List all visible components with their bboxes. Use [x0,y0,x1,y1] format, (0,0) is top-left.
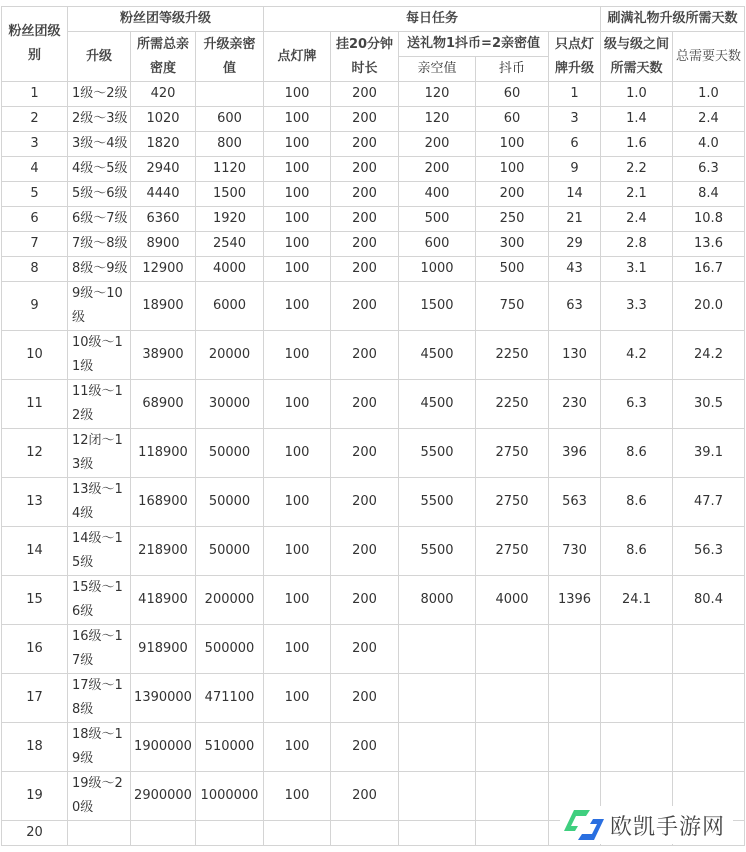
cell-total-intimacy [131,821,196,846]
cell-level: 1 [2,82,68,107]
cell-intimacy-value: 500 [399,207,476,232]
cell-only-light: 1 [549,82,601,107]
cell-total-intimacy: 118900 [131,429,196,478]
watermark-logo [560,806,733,844]
cell-total-days: 24.2 [673,331,745,380]
cell-upgrade: 8级～9级 [68,257,131,282]
cell-level: 15 [2,576,68,625]
cell-days-between: 3.3 [601,282,673,331]
cell-total-intimacy: 918900 [131,625,196,674]
cell-intimacy-value: 120 [399,107,476,132]
cell-light-badge: 100 [264,674,331,723]
cell-level: 7 [2,232,68,257]
cell-douyin-coin: 750 [476,282,549,331]
header-upgrade: 升级 [68,32,131,82]
cell-hang-20min: 200 [331,576,399,625]
cell-only-light [549,674,601,723]
header-intimacy-value: 亲空值 [399,57,476,82]
cell-light-badge: 100 [264,257,331,282]
cell-light-badge: 100 [264,331,331,380]
cell-intimacy-value: 5500 [399,429,476,478]
cell-light-badge: 100 [264,82,331,107]
cell-douyin-coin: 500 [476,257,549,282]
cell-hang-20min: 200 [331,207,399,232]
cell-upgrade: 6级～7级 [68,207,131,232]
cell-level: 5 [2,182,68,207]
cell-light-badge: 100 [264,157,331,182]
cell-light-badge [264,821,331,846]
cell-intimacy-value: 400 [399,182,476,207]
cell-douyin-coin: 60 [476,107,549,132]
cell-total-intimacy: 12900 [131,257,196,282]
cell-total-days: 16.7 [673,257,745,282]
cell-light-badge: 100 [264,625,331,674]
cell-days-between: 4.2 [601,331,673,380]
cell-light-badge: 100 [264,282,331,331]
cell-hang-20min: 200 [331,82,399,107]
cell-level: 11 [2,380,68,429]
cell-total-days: 47.7 [673,478,745,527]
cell-intimacy-value: 8000 [399,576,476,625]
cell-days-between: 2.8 [601,232,673,257]
cell-hang-20min: 200 [331,282,399,331]
table-row [2,207,745,232]
cell-upgrade: 10级～11级 [68,331,131,380]
cell-intimacy-value [399,674,476,723]
cell-hang-20min: 200 [331,429,399,478]
cell-level: 17 [2,674,68,723]
cell-upgrade-intimacy: 1500 [196,182,264,207]
logo-icon [564,808,604,842]
cell-only-light: 230 [549,380,601,429]
cell-only-light: 6 [549,132,601,157]
cell-hang-20min: 200 [331,257,399,282]
header-only-light: 只点灯牌升级 [549,32,601,82]
cell-douyin-coin: 2250 [476,380,549,429]
header-total-intimacy: 所需总亲密度 [131,32,196,82]
cell-total-intimacy: 218900 [131,527,196,576]
cell-hang-20min: 200 [331,625,399,674]
cell-total-intimacy: 418900 [131,576,196,625]
cell-days-between: 8.6 [601,478,673,527]
cell-intimacy-value: 1000 [399,257,476,282]
cell-days-between [601,723,673,772]
cell-total-intimacy: 6360 [131,207,196,232]
cell-total-intimacy: 1820 [131,132,196,157]
cell-light-badge: 100 [264,576,331,625]
cell-intimacy-value: 200 [399,132,476,157]
cell-level: 10 [2,331,68,380]
cell-only-light: 130 [549,331,601,380]
cell-total-days: 4.0 [673,132,745,157]
cell-light-badge: 100 [264,380,331,429]
table-row [2,723,745,772]
table-row [2,257,745,282]
cell-only-light: 730 [549,527,601,576]
cell-hang-20min: 200 [331,380,399,429]
cell-total-intimacy: 8900 [131,232,196,257]
cell-level: 13 [2,478,68,527]
cell-total-days: 2.4 [673,107,745,132]
cell-upgrade: 15级～16级 [68,576,131,625]
cell-total-days: 1.0 [673,82,745,107]
cell-upgrade-intimacy: 500000 [196,625,264,674]
cell-days-between: 2.1 [601,182,673,207]
cell-douyin-coin: 2750 [476,429,549,478]
cell-total-intimacy: 68900 [131,380,196,429]
cell-level: 20 [2,821,68,846]
cell-hang-20min: 200 [331,157,399,182]
table-row [2,157,745,182]
cell-only-light: 29 [549,232,601,257]
cell-days-between: 3.1 [601,257,673,282]
cell-upgrade-intimacy: 2540 [196,232,264,257]
cell-upgrade-intimacy: 471100 [196,674,264,723]
cell-level: 6 [2,207,68,232]
table-row [2,331,745,380]
cell-upgrade-intimacy: 6000 [196,282,264,331]
table-row [2,282,745,331]
cell-upgrade-intimacy: 20000 [196,331,264,380]
header-total-days: 总需要天数 [673,32,745,82]
cell-upgrade: 7级～8级 [68,232,131,257]
cell-hang-20min: 200 [331,772,399,821]
cell-intimacy-value: 200 [399,157,476,182]
table-row [2,674,745,723]
cell-hang-20min: 200 [331,132,399,157]
cell-douyin-coin: 2750 [476,478,549,527]
cell-total-days: 30.5 [673,380,745,429]
cell-only-light [549,723,601,772]
cell-total-intimacy: 168900 [131,478,196,527]
cell-light-badge: 100 [264,107,331,132]
cell-light-badge: 100 [264,232,331,257]
cell-days-between: 2.4 [601,207,673,232]
cell-total-days: 56.3 [673,527,745,576]
cell-hang-20min: 200 [331,182,399,207]
cell-total-days: 80.4 [673,576,745,625]
cell-days-between [601,625,673,674]
header-hang-20min: 挂20分钟时长 [331,32,399,82]
cell-upgrade-intimacy: 50000 [196,527,264,576]
cell-light-badge: 100 [264,182,331,207]
cell-upgrade: 2级～3级 [68,107,131,132]
cell-days-between [601,674,673,723]
table-row [2,82,745,107]
cell-total-days [673,625,745,674]
table-row [2,576,745,625]
cell-douyin-coin: 100 [476,132,549,157]
cell-upgrade-intimacy: 510000 [196,723,264,772]
cell-upgrade: 16级～17级 [68,625,131,674]
header-light-badge: 点灯牌 [264,32,331,82]
cell-only-light: 9 [549,157,601,182]
cell-intimacy-value [399,772,476,821]
cell-intimacy-value [399,723,476,772]
cell-light-badge: 100 [264,207,331,232]
cell-upgrade: 5级～6级 [68,182,131,207]
cell-upgrade: 3级～4级 [68,132,131,157]
cell-total-days: 8.4 [673,182,745,207]
cell-douyin-coin: 60 [476,82,549,107]
header-daily-tasks: 每日任务 [264,7,601,32]
cell-upgrade-intimacy: 200000 [196,576,264,625]
cell-level: 3 [2,132,68,157]
fan-club-level-table [1,6,745,846]
cell-upgrade: 13级～14级 [68,478,131,527]
cell-intimacy-value: 600 [399,232,476,257]
cell-light-badge: 100 [264,723,331,772]
cell-total-intimacy: 2900000 [131,772,196,821]
table-row [2,429,745,478]
cell-intimacy-value: 1500 [399,282,476,331]
cell-only-light: 563 [549,478,601,527]
cell-total-intimacy: 4440 [131,182,196,207]
cell-total-days [673,674,745,723]
cell-douyin-coin [476,772,549,821]
cell-douyin-coin [476,625,549,674]
cell-total-intimacy: 1020 [131,107,196,132]
cell-douyin-coin: 300 [476,232,549,257]
cell-total-intimacy: 18900 [131,282,196,331]
cell-days-between: 1.4 [601,107,673,132]
cell-only-light: 1396 [549,576,601,625]
cell-hang-20min: 200 [331,331,399,380]
cell-upgrade: 12闭～13级 [68,429,131,478]
cell-intimacy-value: 120 [399,82,476,107]
cell-upgrade-intimacy: 1000000 [196,772,264,821]
cell-douyin-coin [476,723,549,772]
cell-level: 9 [2,282,68,331]
cell-intimacy-value [399,625,476,674]
cell-intimacy-value: 4500 [399,380,476,429]
cell-light-badge: 100 [264,478,331,527]
cell-upgrade: 19级～20级 [68,772,131,821]
cell-days-between: 24.1 [601,576,673,625]
cell-hang-20min: 200 [331,723,399,772]
table-row [2,232,745,257]
cell-light-badge: 100 [264,132,331,157]
cell-douyin-coin: 2250 [476,331,549,380]
cell-upgrade [68,821,131,846]
cell-total-intimacy: 38900 [131,331,196,380]
cell-only-light [549,625,601,674]
cell-upgrade-intimacy [196,82,264,107]
cell-total-days: 20.0 [673,282,745,331]
cell-hang-20min: 200 [331,674,399,723]
cell-only-light: 14 [549,182,601,207]
cell-level: 12 [2,429,68,478]
cell-hang-20min: 200 [331,232,399,257]
cell-upgrade: 9级～10级 [68,282,131,331]
cell-upgrade-intimacy: 600 [196,107,264,132]
cell-level: 16 [2,625,68,674]
cell-total-intimacy: 1900000 [131,723,196,772]
cell-only-light: 21 [549,207,601,232]
cell-only-light: 63 [549,282,601,331]
watermark-text: 欧凯手游网 [610,814,726,840]
cell-upgrade-intimacy: 1920 [196,207,264,232]
cell-upgrade: 4级～5级 [68,157,131,182]
cell-days-between: 1.0 [601,82,673,107]
cell-level: 8 [2,257,68,282]
table-row [2,625,745,674]
cell-upgrade: 1级～2级 [68,82,131,107]
cell-total-days: 10.8 [673,207,745,232]
header-fan-level: 粉丝团级别 [2,7,68,82]
cell-level: 18 [2,723,68,772]
cell-upgrade: 11级～12级 [68,380,131,429]
cell-total-intimacy: 2940 [131,157,196,182]
header-level-upgrade: 粉丝团等级升级 [68,7,264,32]
cell-total-intimacy: 1390000 [131,674,196,723]
cell-upgrade-intimacy: 30000 [196,380,264,429]
cell-douyin-coin [476,674,549,723]
cell-douyin-coin: 100 [476,157,549,182]
header-days-between: 级与级之间所需天数 [601,32,673,82]
cell-upgrade-intimacy: 50000 [196,429,264,478]
cell-douyin-coin: 4000 [476,576,549,625]
cell-upgrade-intimacy: 1120 [196,157,264,182]
cell-hang-20min: 200 [331,107,399,132]
cell-total-intimacy: 420 [131,82,196,107]
table-row [2,527,745,576]
cell-douyin-coin: 200 [476,182,549,207]
table-row [2,132,745,157]
cell-hang-20min [331,821,399,846]
cell-upgrade: 17级～18级 [68,674,131,723]
cell-intimacy-value: 5500 [399,527,476,576]
cell-douyin-coin: 2750 [476,527,549,576]
cell-total-days: 13.6 [673,232,745,257]
cell-douyin-coin: 250 [476,207,549,232]
header-days-group: 刷满礼物升级所需天数 [601,7,745,32]
cell-total-days: 6.3 [673,157,745,182]
cell-level: 4 [2,157,68,182]
table-row [2,478,745,527]
table-row [2,182,745,207]
cell-only-light: 3 [549,107,601,132]
cell-light-badge: 100 [264,429,331,478]
cell-upgrade-intimacy: 50000 [196,478,264,527]
cell-days-between: 1.6 [601,132,673,157]
cell-intimacy-value: 4500 [399,331,476,380]
cell-days-between: 8.6 [601,527,673,576]
cell-level: 14 [2,527,68,576]
header-gift-note: 送礼物1抖币=2亲密值 [399,32,549,57]
cell-hang-20min: 200 [331,478,399,527]
table-row [2,107,745,132]
cell-only-light: 43 [549,257,601,282]
cell-only-light: 396 [549,429,601,478]
cell-upgrade-intimacy [196,821,264,846]
cell-upgrade: 14级～15级 [68,527,131,576]
table-row [2,380,745,429]
cell-days-between: 2.2 [601,157,673,182]
cell-light-badge: 100 [264,527,331,576]
cell-days-between: 6.3 [601,380,673,429]
header-douyin-coin: 抖币 [476,57,549,82]
cell-level: 2 [2,107,68,132]
cell-total-days [673,723,745,772]
cell-intimacy-value: 5500 [399,478,476,527]
cell-intimacy-value [399,821,476,846]
cell-days-between: 8.6 [601,429,673,478]
cell-light-badge: 100 [264,772,331,821]
cell-hang-20min: 200 [331,527,399,576]
cell-douyin-coin [476,821,549,846]
cell-upgrade: 18级～19级 [68,723,131,772]
cell-upgrade-intimacy: 800 [196,132,264,157]
cell-total-days: 39.1 [673,429,745,478]
cell-upgrade-intimacy: 4000 [196,257,264,282]
cell-level: 19 [2,772,68,821]
header-upgrade-intimacy: 升级亲密值 [196,32,264,82]
